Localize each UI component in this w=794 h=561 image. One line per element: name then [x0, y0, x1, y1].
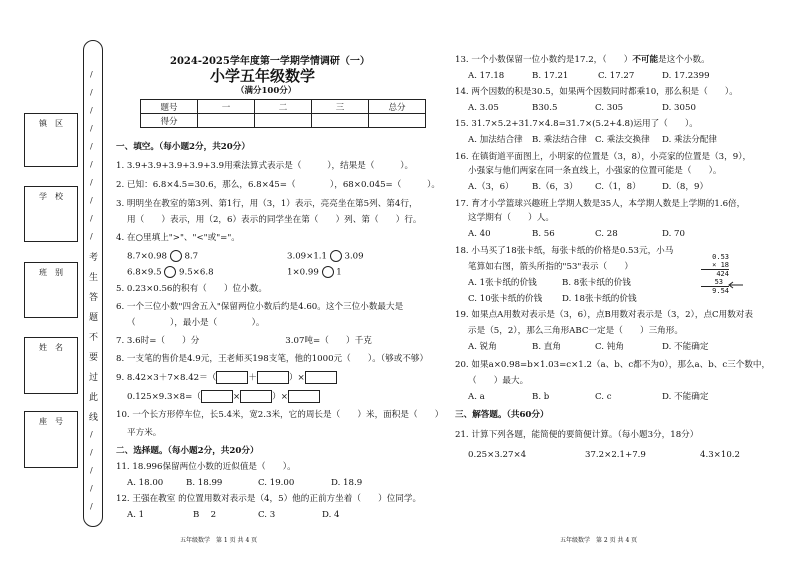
- question-19-line1: 19. 如果点A用数对表示是（3，6），点B用数对表示是（3，2），点C用数对表: [455, 310, 753, 320]
- seal-char: 过: [89, 373, 99, 383]
- compare-circle[interactable]: [164, 266, 176, 278]
- vertical-multiplication: [701, 253, 729, 295]
- seal-char: 答: [89, 293, 99, 303]
- q18-option-c[interactable]: C. 10张卡纸的价钱: [468, 294, 543, 304]
- seal-char: 要: [89, 353, 99, 363]
- q15-option-d[interactable]: D. 乘法分配律: [662, 135, 718, 145]
- score-table: [140, 99, 426, 128]
- question-6-line2: （ ），最小是（ ）。: [127, 318, 265, 328]
- compare-right: 3.09: [344, 251, 364, 262]
- compare-right: 1: [336, 267, 342, 278]
- question-17-line2: 这学期有（ ）人。: [468, 213, 554, 223]
- q12-option-d[interactable]: D. 4: [322, 510, 340, 520]
- q15-option-b[interactable]: B. 乘法结合律: [532, 135, 587, 145]
- q11-option-d[interactable]: D. 18.9: [331, 478, 363, 488]
- compare-circle[interactable]: [330, 250, 342, 262]
- question-14: 14. 两个因数的积是30.5，如果两个因数同时都乘10，那么积是（ ）。: [455, 87, 738, 97]
- field-school-label: 学 校: [39, 192, 63, 201]
- q13-prefix: 13. 一个小数保留一位小数约是17.2，（ ）: [455, 55, 633, 65]
- binding-line: [83, 40, 103, 527]
- q14-option-c[interactable]: C. 305: [595, 103, 624, 113]
- q14-option-b[interactable]: B30.5: [532, 103, 558, 113]
- seal-char: 此: [89, 393, 99, 403]
- q11-option-c[interactable]: C. 19.00: [258, 478, 295, 488]
- question-4-row2b: [287, 266, 342, 279]
- question-1: 1. 3.9+3.9+3.9+3.9+3.9用乘法算式表示是（ ），结果是（ ）。: [116, 161, 414, 171]
- q19-option-d[interactable]: D. 不能确定: [662, 342, 709, 352]
- score-table-header-row: [141, 100, 426, 114]
- question-17-line1: 17. 育才小学篮球兴趣班上学期人数是35人，本学期人数是上学期的1.6倍，: [455, 199, 746, 209]
- question-13: [455, 55, 710, 66]
- q18-option-d[interactable]: D. 18张卡纸的价钱: [562, 294, 637, 304]
- field-school: [24, 186, 78, 242]
- compare-left: 3.09×1.1: [287, 251, 328, 262]
- seal-char: 生: [89, 273, 99, 283]
- question-4-row1a: [127, 250, 198, 263]
- question-15: 15. 31.7×5.2+31.7×4.8=31.7×(5.2+4.8)运用了（ ）。: [455, 119, 698, 129]
- q17-option-b[interactable]: B. 56: [532, 229, 555, 239]
- seal-char: 考: [89, 253, 99, 263]
- question-21: 21. 计算下列各题，能简便的要简便计算。（每小题3分，18分）: [455, 430, 699, 440]
- q9a-times: ）×: [288, 373, 305, 383]
- field-town: [24, 113, 78, 167]
- question-18-line2: 笔算如右图，箭头所指的"53"表示（ ）: [468, 262, 633, 272]
- answer-box[interactable]: [257, 371, 289, 384]
- question-10-line1: 10. 一个长方形停车位，长5.4米，宽2.3米，它的周长是（ ）米，面积是（ ）: [116, 410, 444, 420]
- q19-option-a[interactable]: A. 锐角: [468, 342, 497, 352]
- score-cell[interactable]: [369, 114, 426, 128]
- answer-box[interactable]: [216, 371, 248, 384]
- score-header: 总分: [369, 100, 426, 114]
- question-4-row2a: [127, 266, 214, 279]
- score-cell[interactable]: [312, 114, 369, 128]
- q16-option-c[interactable]: C.（1，8）: [595, 182, 641, 192]
- question-5: 5. 0.23×0.56的积有（ ）位小数。: [116, 284, 267, 294]
- q18-option-b[interactable]: B. 8张卡纸的价钱: [562, 278, 631, 288]
- question-10-line2: 平方米。: [127, 428, 162, 438]
- seal-char: 线: [89, 413, 99, 423]
- question-9a: [116, 371, 337, 384]
- question-4-row1b: [287, 250, 364, 263]
- answer-box[interactable]: [305, 371, 337, 384]
- q17-option-d[interactable]: D. 70: [662, 229, 685, 239]
- compare-left: 8.7×0.98: [127, 251, 168, 262]
- section2-title: 二、选择题。（每小题2分，共20分）: [116, 446, 259, 456]
- footer-page2: 五年级数学 第 2 页 共 4 页: [560, 537, 638, 544]
- q12-option-c[interactable]: C. 3: [258, 510, 276, 520]
- field-seat: [24, 411, 78, 468]
- q20-option-c[interactable]: C. c: [595, 392, 612, 402]
- question-7: 7. 3.6时=（ ）分 3.07吨=（ ）千克: [116, 336, 372, 346]
- calc-line-arrowed: 53: [701, 278, 729, 287]
- q13-option-b[interactable]: B. 17.21: [532, 71, 569, 81]
- question-16-line1: 16. 在镇街道平面图上，小明家的位置是（3，8），小亮家的位置是（3，9），: [455, 152, 752, 162]
- field-name: [24, 337, 78, 394]
- full-score: （满分100分）: [236, 86, 297, 96]
- score-header: 题号: [141, 100, 198, 114]
- q17-option-c[interactable]: C. 28: [595, 229, 618, 239]
- q16-option-b[interactable]: B.（6，3）: [532, 182, 578, 192]
- answer-box[interactable]: [201, 390, 233, 403]
- field-class: [24, 262, 78, 318]
- compare-circle[interactable]: [322, 266, 334, 278]
- field-seat-label: 座 号: [39, 417, 63, 426]
- q21-item-3: 4.3×10.2: [700, 450, 741, 460]
- answer-box[interactable]: [240, 390, 272, 403]
- seal-char: 题: [89, 313, 99, 323]
- question-6-line1: 6. 一个三位小数"四舍五入"保留两位小数后约是4.60。这个三位小数最大是: [116, 302, 404, 312]
- q9b-times1: ×: [232, 392, 241, 402]
- q12-option-b[interactable]: B 2: [193, 510, 217, 520]
- question-3-line1: 3. 明明坐在教室的第3列、第1行，用（3，1）表示，亮亮坐在第5列、第4行，: [116, 199, 418, 209]
- compare-right: 9.5×6.8: [179, 267, 214, 278]
- calc-line: × 18: [701, 261, 729, 270]
- q16-option-a[interactable]: A.（3，6）: [468, 182, 514, 192]
- q9b-prefix: 0.125×9.3×8=（: [127, 392, 201, 402]
- q13-option-a[interactable]: A. 17.18: [468, 71, 505, 81]
- calc-line: 424: [716, 270, 729, 278]
- q15-option-a[interactable]: A. 加法结合律: [468, 135, 523, 145]
- score-row-label: 得分: [141, 114, 198, 128]
- question-16-line2: 小强家与他们两家在同一条直线上，小强家的位置可能是（ ）。: [468, 166, 722, 176]
- question-12: 12. 王强在教室 的位置用数对表示是（4，5）他的正前方坐着（ ）位同学。: [116, 494, 422, 504]
- field-town-label: 镇 区: [39, 119, 63, 128]
- question-4: 4. 在○里填上">"、"<"或"="。: [116, 233, 240, 243]
- question-3-line2: 用（ ）表示，用（2，6）表示的同学坐在第（ ）列、第（ ）行。: [127, 215, 422, 225]
- q13-suffix: 是这个小数。: [658, 55, 710, 65]
- q20-option-b[interactable]: B. b: [532, 392, 550, 402]
- q18-option-a[interactable]: A. 1张卡纸的价钱: [468, 278, 537, 288]
- q21-item-2: 37.2×2.1+7.9: [585, 450, 646, 460]
- q12-option-a[interactable]: A. 1: [127, 510, 145, 520]
- question-11: 11. 18.996保留两位小数的近似值是（ ）。: [116, 462, 296, 472]
- question-18-line1: 18. 小马买了18张卡纸，每张卡纸的价格是0.53元，小马: [455, 246, 674, 256]
- score-header: 三: [312, 100, 369, 114]
- score-header: 二: [255, 100, 312, 114]
- section3-title: 三、解答题。（共60分）: [455, 410, 549, 420]
- q16-option-d[interactable]: D.（8，9）: [662, 182, 709, 192]
- q13-option-d[interactable]: D. 17.2399: [662, 71, 710, 81]
- compare-left: 1×0.99: [287, 267, 319, 278]
- exam-title: 2024-2025学年度第一学期学情调研（一）: [170, 56, 370, 67]
- q9b-times2: ）×: [272, 392, 288, 402]
- question-9b: [127, 390, 320, 403]
- calc-line: 0.53: [712, 253, 729, 261]
- field-name-label: 姓 名: [39, 343, 63, 352]
- answer-box[interactable]: [288, 390, 320, 403]
- calc-line: 9.54: [712, 287, 729, 295]
- compare-right: 8.7: [184, 251, 199, 262]
- question-20-line1: 20. 如果a×0.98=b×1.03=c×1.2（a、b、c都不为0），那么a、b、c三个数中，: [455, 360, 771, 370]
- q21-item-1: 0.25×3.27×4: [468, 450, 527, 460]
- section1-title: 一、填空。（每小题2分，共20分）: [116, 142, 250, 152]
- q11-option-a[interactable]: A. 18.00: [127, 478, 164, 488]
- q11-option-b[interactable]: B. 18.99: [186, 478, 223, 488]
- score-table-row: [141, 114, 426, 128]
- score-header: 一: [198, 100, 255, 114]
- q13-option-c[interactable]: C. 17.27: [598, 71, 635, 81]
- q19-option-b[interactable]: B. 直角: [532, 342, 561, 352]
- q17-option-a[interactable]: A. 40: [468, 229, 491, 239]
- seal-char: 不: [89, 333, 99, 343]
- score-cell[interactable]: [255, 114, 312, 128]
- q19-option-c[interactable]: C. 钝角: [595, 342, 624, 352]
- question-19-line2: 示是（5，2），那么三角形ABC一定是（ ）三角形。: [468, 326, 683, 336]
- question-2: 2. 已知：6.8×4.5=30.6，那么，6.8×45=（ ），68×0.045=（ ）。: [116, 180, 441, 190]
- compare-left: 6.8×9.5: [127, 267, 162, 278]
- q20-option-d[interactable]: D. 不能确定: [662, 392, 709, 402]
- q15-option-c[interactable]: C. 乘法交换律: [595, 135, 650, 145]
- field-class-label: 班 别: [39, 268, 63, 277]
- footer-page1: 五年级数学 第 1 页 共 4 页: [180, 537, 258, 544]
- question-20-line2: （ ）最大。: [468, 376, 529, 386]
- q9a-prefix: 9. 8.42×3＋7×8.42＝（: [116, 373, 217, 383]
- score-cell[interactable]: [198, 114, 255, 128]
- subject-title: 小学五年级数学: [210, 67, 316, 85]
- q9a-plus: ＋: [248, 373, 257, 383]
- q13-emphasis: 不可能: [632, 55, 659, 65]
- q14-option-d[interactable]: D. 3050: [662, 103, 696, 113]
- arrow-icon: [728, 281, 744, 289]
- question-8: 8. 一支笔的售价是4.9元，王老师买198支笔，他的1000元（ ）。（够或不够）: [116, 354, 429, 364]
- compare-circle[interactable]: [170, 250, 182, 262]
- q14-option-a[interactable]: A. 3.05: [468, 103, 499, 113]
- q20-option-a[interactable]: A. a: [468, 392, 485, 402]
